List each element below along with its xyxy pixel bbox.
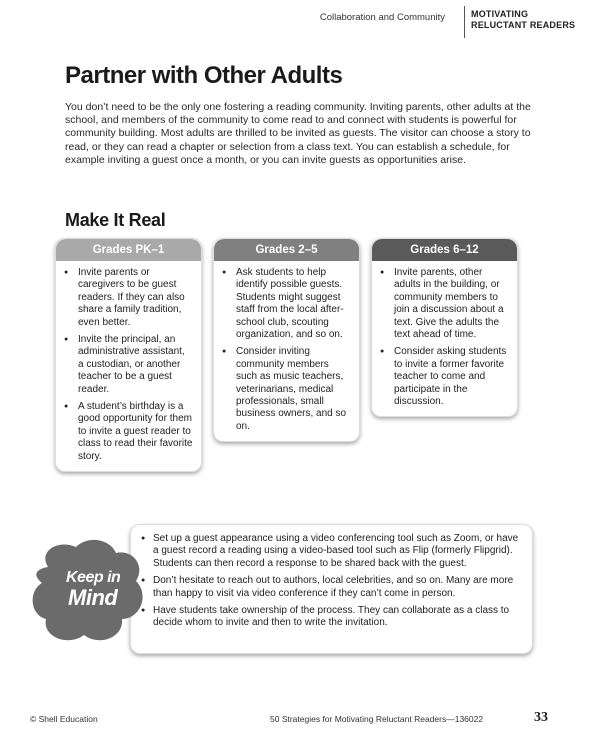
header-section: Collaboration and Community xyxy=(319,12,445,23)
list-item: ● Ask students to help identify possible guests. Students might suggest staff from the local after-school club, scouting organization, and so on. xyxy=(214,267,351,341)
list-item: ● Set up a guest appearance using a video conferencing tool such as Zoom, or have a guest record a reading using a video-based tool such as Flip (formerly Flipgrid). Students can then record a response to be shared back with the guest. xyxy=(131,533,522,570)
header-series-line1: MOTIVATING xyxy=(471,9,529,19)
header-series-line2: RELUCTANT READERS xyxy=(471,20,576,30)
list-item: ● Don’t hesitate to reach out to authors, local celebrities, and so on. Many are more than happy to visit via video conference if they can’t come in person. xyxy=(131,575,522,600)
keep-in-mind-label: Keep in xyxy=(66,569,121,586)
card-grades-2-5 xyxy=(213,238,360,442)
header-series xyxy=(471,9,575,31)
footer-publisher: © Shell Education xyxy=(30,714,98,724)
list-item: ● A student’s birthday is a good opportunity for them to invite a guest reader to class to read their favorite story. xyxy=(56,401,193,463)
keep-in-mind-list xyxy=(131,533,532,630)
card-title: Grades 6–12 xyxy=(372,239,517,261)
card-title: Grades PK–1 xyxy=(56,239,201,261)
card-list xyxy=(56,267,201,463)
list-item: ● Invite parents, other adults in the building, or community members to join a discussion about a text. Give the adults the text ahead of time. xyxy=(372,267,509,341)
section-heading: Make It Real xyxy=(65,210,166,230)
card-list xyxy=(372,267,517,408)
list-item: ● Consider inviting community members such as music teachers, veterinarians, medical professionals, small business owners, and so on. xyxy=(214,346,351,433)
list-item: ● Invite parents or caregivers to be guest readers. If they can also share a family tradition, even better. xyxy=(56,267,193,329)
header-divider xyxy=(464,6,465,38)
page-title: Partner with Other Adults xyxy=(65,62,343,89)
card-grades-pk-1 xyxy=(55,238,202,472)
intro-paragraph: You don’t need to be the only one fostering a reading community. Inviting parents, other adults at the school, and members of the community to come read to and connect with students is powerful for community building. Most adults are thrilled to be invited as guests. The visitor can choose a story to read, or they can read a chapter or selection from a class text. You can establish a schedule, for example inviting a guest once a month, or you can invite guests as opportunities arise. xyxy=(65,101,531,166)
keep-in-mind-label-mind: Mind xyxy=(68,585,118,610)
card-title: Grades 2–5 xyxy=(214,239,359,261)
list-item: ● Have students take ownership of the process. They can collaborate as a class to decide whom to invite and then to write the invitation. xyxy=(131,605,522,630)
keep-in-mind-box xyxy=(130,524,533,654)
list-item: ● Consider asking students to invite a former favorite teacher to come and participate in the discussion. xyxy=(372,346,509,408)
page-number: 33 xyxy=(534,710,548,725)
list-item: ● Invite the principal, an administrative assistant, a custodian, or another teacher to be a guest reader. xyxy=(56,334,193,396)
footer-book-title: 50 Strategies for Motivating Reluctant Readers—136022 xyxy=(270,714,484,724)
card-grades-6-12 xyxy=(371,238,518,417)
card-list xyxy=(214,267,359,433)
